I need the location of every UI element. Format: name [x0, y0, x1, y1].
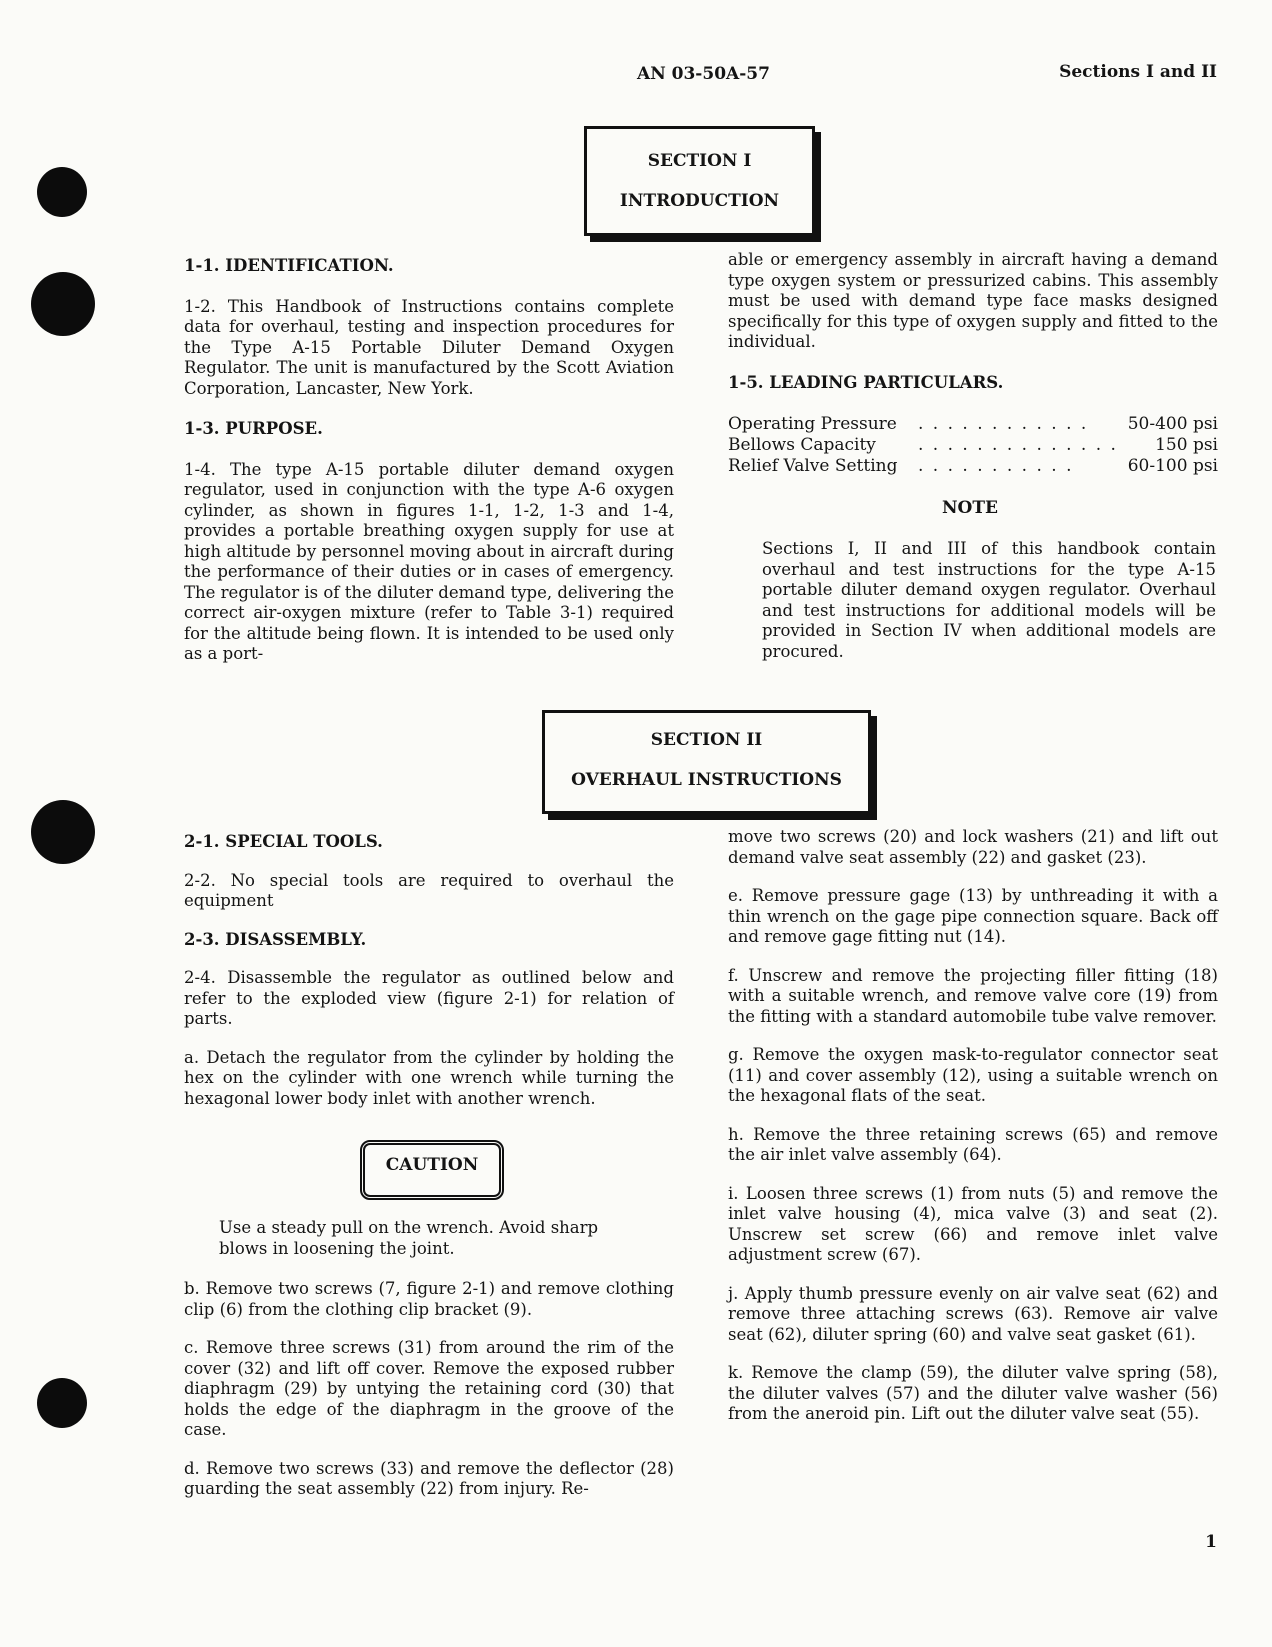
step-c: c. Remove three screws (31) from around the rim of the cover (32) and lift off cover. Remove the exposed rubber diaphragm (29) by untying the retaining cord (30) that holds the edge of the diaphragm in the groove of the case.	[184, 1338, 674, 1439]
step-g: g. Remove the oxygen mask-to-regulator connector seat (11) and cover assembly (12), using a suitable wrench on the hexagonal flats of the seat.	[728, 1045, 1218, 1105]
left-column-2	[184, 832, 674, 1109]
step-b: b. Remove two screws (7, figure 2-1) and remove clothing clip (6) from the clothing clip bracket (9).	[184, 1279, 674, 1319]
heading-purpose: 1-3. PURPOSE.	[184, 419, 323, 438]
left-column-3	[184, 1279, 674, 1500]
section-2-title: SECTION II	[650, 730, 763, 750]
particular-label: Bellows Capacity	[728, 435, 876, 455]
paragraph-1-4: 1-4. The type A-15 portable diluter demand oxygen regulator, used in conjunction with the type A-6 oxygen cylinder, as shown in figures 1-1, 1-2, 1-3 and 1-4, provides a portable breathing oxygen supply for use at high altitude by personnel moving about in aircraft during the performance of their duties or in cases of emergency. The regulator is of the diluter demand type, delivering the correct air-oxygen mixture (refer to Table 3-1) required for the altitude being flown. It is intended to be used only as a port-	[184, 459, 674, 663]
step-a: a. Detach the regulator from the cylinder by holding the hex on the cylinder with one wrench while turning the hexagonal lower body inlet with another wrench.	[184, 1047, 674, 1108]
caution-label: CAUTION	[385, 1155, 479, 1175]
binder-hole	[31, 272, 95, 336]
leader-dots: . . . . . . . . . . . . . .	[918, 435, 1118, 455]
leader-dots: . . . . . . . . . . . .	[918, 414, 1089, 434]
section-1-title: SECTION I	[647, 151, 752, 171]
step-d-continued: move two screws (20) and lock washers (21) and lift out demand valve seat assembly (22) and gasket (23).	[728, 827, 1218, 867]
section-1-box	[584, 126, 815, 236]
section-1-subtitle: INTRODUCTION	[619, 191, 780, 211]
particular-label: Relief Valve Setting	[728, 456, 898, 476]
step-f: f. Unscrew and remove the projecting filler fitting (18) with a suitable wrench, and remove valve core (19) from the fitting with a standard automobile tube valve remover.	[728, 965, 1218, 1026]
note-title: NOTE	[942, 498, 998, 518]
paragraph-2-4: 2-4. Disassemble the regulator as outlined below and refer to the exploded view (figure 2-1) for relation of parts.	[184, 968, 674, 1028]
step-h: h. Remove the three retaining screws (65) and remove the air inlet valve assembly (64).	[728, 1124, 1218, 1164]
binder-hole	[37, 1378, 87, 1428]
particular-label: Operating Pressure	[728, 414, 897, 434]
binder-hole	[31, 800, 95, 864]
heading-special-tools: 2-1. SPECIAL TOOLS.	[184, 832, 383, 851]
step-i: i. Loosen three screws (1) from nuts (5) and remove the inlet valve housing (4), mica valve (3) and seat (2). Unscrew set screw (66) and remove inlet valve adjustment screw (67).	[728, 1183, 1218, 1264]
heading-leading-particulars: 1-5. LEADING PARTICULARS.	[728, 372, 1004, 392]
section-range: Sections I and II	[1059, 62, 1217, 82]
caution-box	[360, 1140, 504, 1200]
step-k: k. Remove the clamp (59), the diluter valve spring (58), the diluter valves (57) and the diluter valve washer (56) from the aneroid pin. Lift out the diluter valve seat (55).	[728, 1363, 1218, 1423]
caution-text: Use a steady pull on the wrench. Avoid sharp blows in loosening the joint.	[219, 1218, 599, 1258]
step-j: j. Apply thumb pressure evenly on air valve seat (62) and remove three attaching screws (63). Remove air valve seat (62), diluter spring (60) and valve seat gasket (61).	[728, 1283, 1218, 1344]
leader-dots: . . . . . . . . . . .	[918, 456, 1074, 476]
right-column-2	[728, 827, 1218, 1425]
heading-identification: 1-1. IDENTIFICATION.	[184, 256, 394, 275]
particular-value: 150 psi	[1155, 435, 1218, 455]
section-2-box	[542, 710, 871, 814]
note-text: Sections I, II and III of this handbook contain overhaul and test instructions for the type A-15 portable diluter demand oxygen regulator. Overhaul and test instructions for additional models will be provided in Section IV when additional models are procured.	[762, 539, 1216, 661]
left-column-1	[184, 256, 674, 665]
section-2-subtitle: OVERHAUL INSTRUCTIONS	[571, 770, 842, 790]
particular-value: 60-100 psi	[1127, 456, 1218, 476]
paragraph-1-2: 1-2. This Handbook of Instructions contains complete data for overhaul, testing and inspection procedures for the Type A-15 Portable Diluter Demand Oxygen Regulator. The unit is manufactured by the Scott Aviation Corporation, Lancaster, New York.	[184, 296, 674, 398]
step-e: e. Remove pressure gage (13) by unthreading it with a thin wrench on the gage pipe connection square. Back off and remove gage fitting nut (14).	[728, 886, 1218, 946]
document-number: AN 03-50A-57	[637, 64, 770, 84]
particular-value: 50-400 psi	[1127, 414, 1218, 434]
page-number: 1	[1205, 1532, 1217, 1552]
heading-disassembly: 2-3. DISASSEMBLY.	[184, 929, 367, 949]
paragraph-2-2: 2-2. No special tools are required to overhaul the equipment	[184, 870, 674, 910]
step-d: d. Remove two screws (33) and remove the deflector (28) guarding the seat assembly (22) from injury. Re-	[184, 1458, 674, 1498]
binder-hole	[37, 167, 87, 217]
right-column-1	[728, 250, 1218, 393]
paragraph-1-4-continued: able or emergency assembly in aircraft having a demand type oxygen system or pressurized cabins. This assembly must be used with demand type face masks designed specifically for this type of oxygen supply and fitted to the individual.	[728, 250, 1218, 351]
